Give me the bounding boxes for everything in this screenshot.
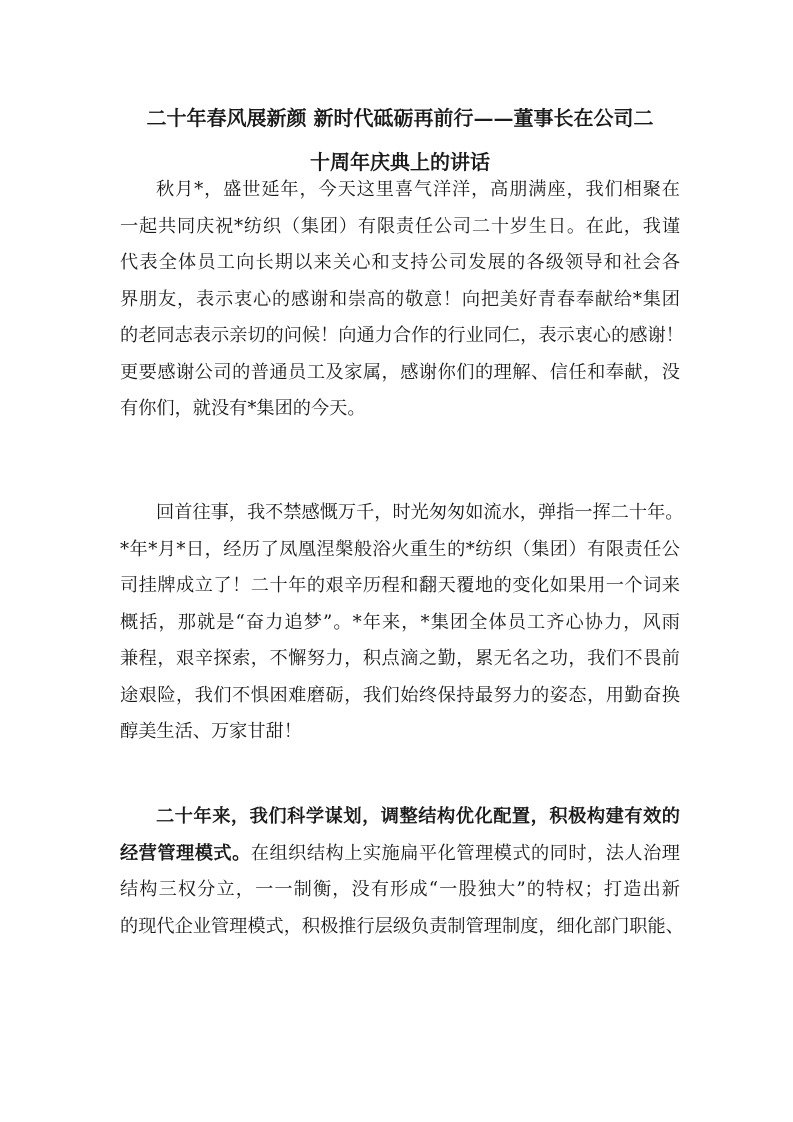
- document-title-line-1: 二十年春风展新颜 新时代砥砺再前行——董事长在公司二: [146, 106, 654, 130]
- paragraph-line: 概括，那就是“奋力追梦”。*年来，*集团全体员工齐心协力，风雨: [120, 611, 680, 633]
- paragraph-line: 秋月*，盛世延年，今天这里喜气洋洋，高朋满座，我们相聚在: [156, 179, 680, 200]
- paragraph-line: 一起共同庆祝*纺织（集团）有限责任公司二十岁生日。在此，我谨: [120, 215, 680, 237]
- paragraph-bold-heading: 二十年来，我们科学谋划，调整结构优化配置，积极构建有效的: [156, 806, 680, 827]
- paragraph-2: [120, 495, 684, 751]
- paragraph-line: *年*月*日，经历了凤凰涅槃般浴火重生的*纺织（集团）有限责任公: [120, 538, 680, 560]
- document-title-line-2: 十周年庆典上的讲话: [310, 150, 490, 174]
- paragraph-3: [120, 799, 684, 945]
- paragraph-line: 结构三权分立，一一制衡，没有形成“一股独大”的特权；打造出新: [120, 879, 680, 900]
- paragraph-line: [120, 836, 680, 873]
- paragraph-1: [120, 172, 684, 428]
- paragraph-line-text: 在组织结构上实施扁平化管理模式的同时，法人治理: [250, 842, 680, 864]
- paragraph-line: 代表全体员工向长期以来关心和支持公司发展的各级领导和社会各: [120, 252, 680, 273]
- paragraph-bold-heading-end: 经营管理模式。: [120, 842, 251, 864]
- paragraph-line: 司挂牌成立了！二十年的艰辛历程和翻天覆地的变化如果用一个词来: [120, 575, 680, 596]
- paragraph-line: 的现代企业管理模式，积极推行层级负责制管理制度，细化部门职能、: [120, 915, 684, 937]
- paragraph-line: 回首往事，我不禁感慨万千，时光匆匆如流水，弹指一挥二十年。: [156, 502, 684, 523]
- paragraph-line: 兼程，艰辛探索，不懈努力，积点滴之勤，累无名之功，我们不畏前: [120, 648, 680, 669]
- paragraph-line: 途艰险，我们不惧困难磨砺，我们始终保持最努力的姿态，用勤奋换: [120, 684, 680, 706]
- paragraph-line: 醇美生活、万家甘甜！: [120, 721, 302, 742]
- paragraph-line: 界朋友，表示衷心的感谢和崇高的敬意！向把美好青春奉献给*集团: [120, 288, 680, 310]
- paragraph-line: 有你们，就没有*集团的今天。: [120, 398, 366, 419]
- paragraph-line: 更要感谢公司的普通员工及家属，感谢你们的理解、信任和奉献，没: [120, 361, 680, 383]
- paragraph-line: 的老同志表示亲切的问候！向通力合作的行业同仁，表示衷心的感谢！: [120, 325, 684, 346]
